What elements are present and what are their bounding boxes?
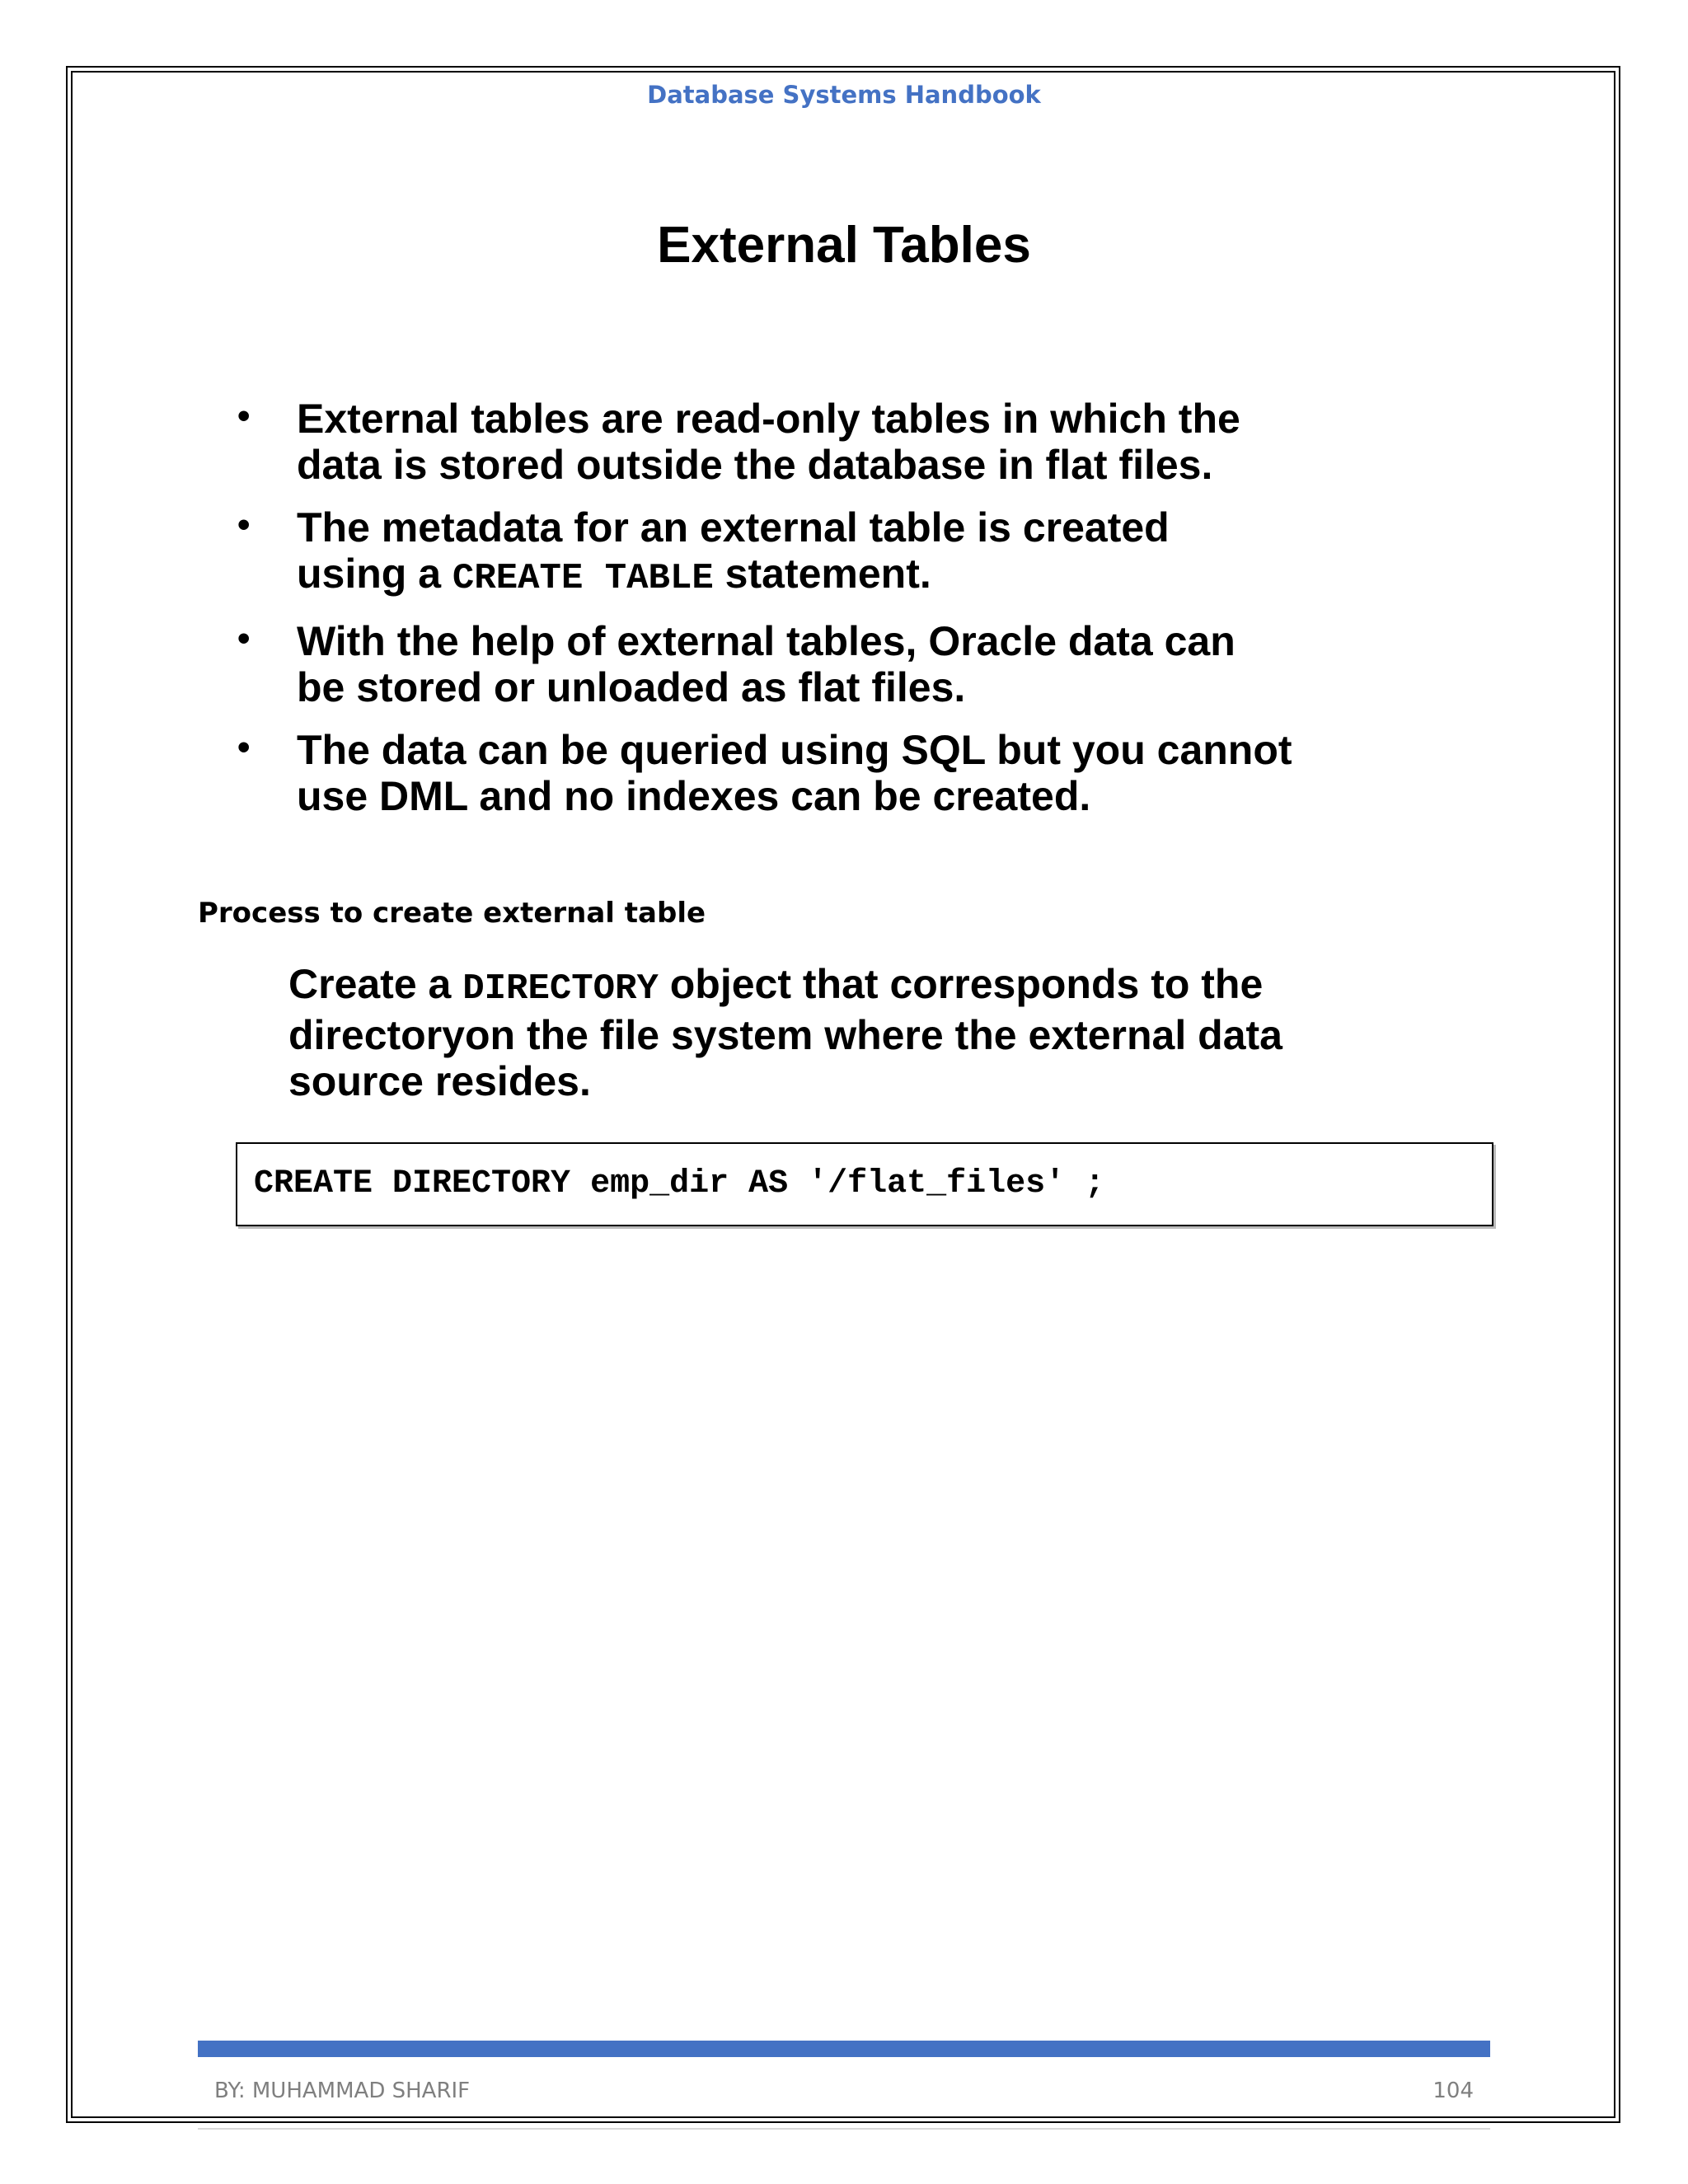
bullet-dot-icon: • <box>237 504 251 545</box>
bullet-line: The metadata for an external table is created <box>297 504 1170 551</box>
bullet-line: External tables are read-only tables in which the <box>297 396 1240 442</box>
code-box <box>236 1142 1493 1226</box>
bullet-dot-icon: • <box>237 727 251 767</box>
step-line <box>288 961 1525 1012</box>
bullet-line: be stored or unloaded as flat files. <box>297 664 966 710</box>
process-step <box>288 961 1525 1104</box>
bullet-list <box>231 396 1500 836</box>
bullet-item <box>231 618 1500 710</box>
step-text: Create a <box>288 961 463 1007</box>
footer-rule <box>198 2128 1490 2130</box>
footer-accent-bar <box>198 2041 1490 2057</box>
step-text: object that corresponds to the <box>658 961 1264 1007</box>
header-title: Database Systems Handbook <box>647 81 1041 109</box>
step-line: source resides. <box>288 1058 591 1104</box>
inline-code: DIRECTORY <box>462 968 659 1010</box>
section-heading: Process to create external table <box>198 897 706 930</box>
bullet-item <box>231 396 1500 488</box>
step-line: directoryon the file system where the external data <box>288 1012 1282 1058</box>
bullet-text: statement. <box>713 551 931 597</box>
bullet-item <box>231 504 1500 602</box>
bullet-line: With the help of external tables, Oracle data can <box>297 618 1236 664</box>
bullet-text: using a <box>297 551 452 597</box>
bullet-dot-icon: • <box>237 396 251 436</box>
slide-title: External Tables <box>657 217 1031 274</box>
bullet-line: The data can be queried using SQL but you cannot <box>297 727 1292 773</box>
footer-author: BY: MUHAMMAD SHARIF <box>214 2079 471 2103</box>
bullet-line <box>297 551 1500 602</box>
bullet-line: use DML and no indexes can be created. <box>297 773 1091 819</box>
code-snippet: CREATE DIRECTORY emp_dir AS '/flat_files' ; <box>254 1165 1105 1202</box>
page-number: 104 <box>1432 2079 1474 2103</box>
bullet-dot-icon: • <box>237 618 251 658</box>
inline-code: CREATE TABLE <box>452 558 714 599</box>
bullet-line: data is stored outside the database in flat files. <box>297 442 1213 488</box>
bullet-item <box>231 727 1500 819</box>
